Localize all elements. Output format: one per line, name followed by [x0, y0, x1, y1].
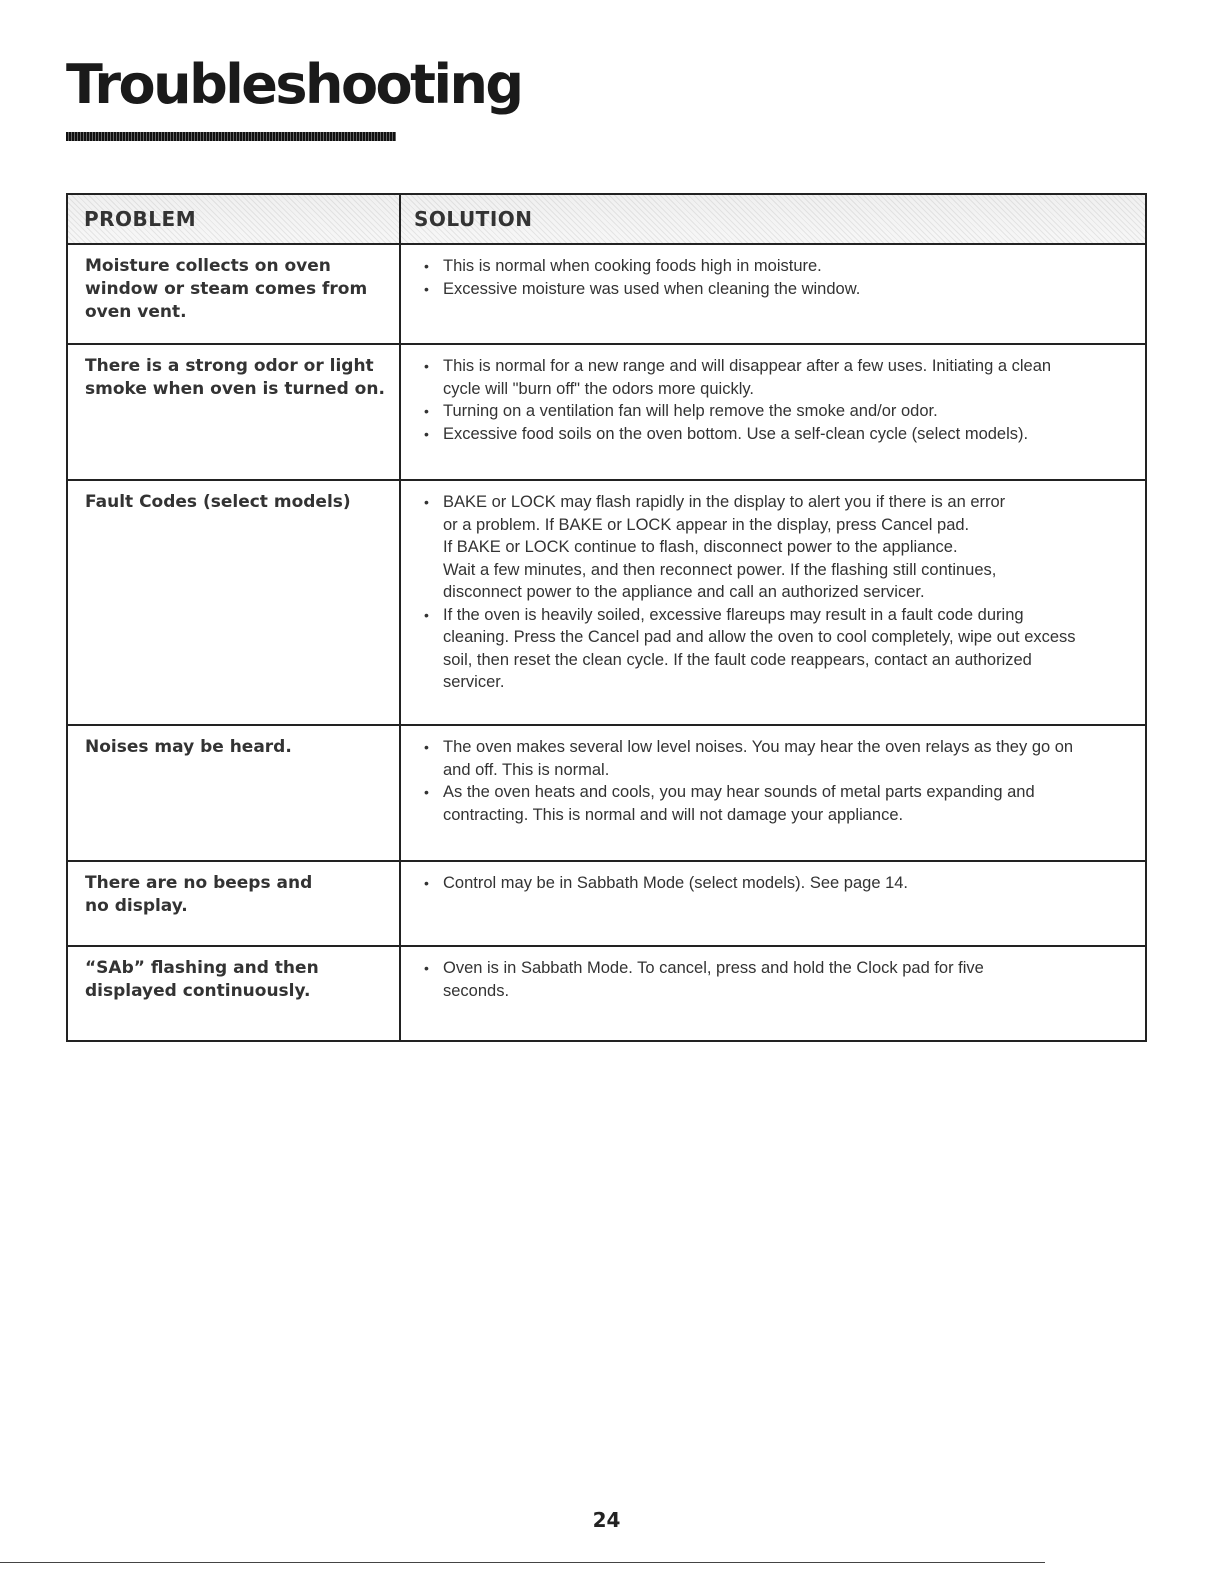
solution-item: • As the oven heats and cools, you may hear sounds of metal parts expanding and contracting. This is normal and will not damage your appliance. — [424, 783, 1035, 824]
solution-item: • Oven is in Sabbath Mode. To cancel, press and hold the Clock pad for five seconds. — [424, 959, 984, 1000]
solution-item: • Turning on a ventilation fan will help remove the smoke and/or odor. — [419, 400, 1137, 423]
column-divider — [399, 195, 401, 1040]
bullet-icon: • — [424, 280, 429, 297]
problem-cell: There are no beeps and no display. — [85, 873, 313, 916]
solution-list — [419, 255, 1137, 300]
problem-column-header: PROBLEM — [84, 207, 197, 231]
table-row — [68, 345, 1145, 481]
solution-item: • The oven makes several low level noises. You may hear the oven relays as they go on and off. This is normal. — [424, 738, 1074, 779]
page-title: Troubleshooting — [66, 53, 522, 116]
bullet-icon: • — [424, 960, 429, 976]
bullet-icon: • — [424, 258, 429, 274]
solution-list — [419, 957, 1137, 1002]
solution-list — [419, 355, 1137, 445]
solution-item: • If the oven is heavily soiled, excessive flareups may result in a fault code during cleaning. Press the Cancel pad and allow the oven to cool completely, wipe out excess soil, then reset the clean cycle. If the fault code reappears, contact an authorized servicer. — [424, 605, 1076, 691]
table-header-row — [68, 195, 1145, 245]
page-number: 24 — [592, 1508, 621, 1532]
solution-item: • Excessive food soils on the oven bottom. Use a self-clean cycle (select models). — [419, 423, 1137, 446]
table-row — [68, 726, 1145, 862]
solution-list — [419, 872, 1137, 895]
bullet-icon: • — [424, 875, 429, 891]
bullet-icon: • — [424, 358, 429, 374]
bullet-icon: • — [424, 784, 429, 800]
bullet-icon: • — [424, 425, 429, 442]
solution-item: • Excessive moisture was used when cleaning the window. — [419, 278, 1137, 301]
problem-cell: Fault Codes (select models) — [85, 492, 351, 512]
solution-item: • This is normal for a new range and will disappear after a few uses. Initiating a clean cycle will "burn off" the odors more quickly. — [424, 357, 1052, 398]
table-row — [68, 481, 1145, 726]
bullet-icon: • — [424, 494, 429, 510]
troubleshooting-table — [66, 193, 1147, 1042]
title-underline-rule — [66, 132, 396, 141]
bullet-icon: • — [424, 403, 429, 419]
solution-column-header: SOLUTION — [414, 207, 533, 231]
problem-cell: “SAb” flashing and then displayed continuously. — [85, 958, 319, 1001]
solution-item: • This is normal when cooking foods high in moisture. — [419, 255, 1137, 278]
problem-cell: Noises may be heard. — [85, 737, 292, 757]
solution-item: • BAKE or LOCK may flash rapidly in the display to alert you if there is an error or a problem. If BAKE or LOCK appear in the display, press Cancel pad. If BAKE or LOCK continue to flash, disconnect power to the appliance. Wait a few minutes, and then reconnect power. If the flashing still continues, disconnect power to the appliance and call an authorized servicer. — [424, 493, 1006, 601]
problem-cell: Moisture collects on oven window or steam comes from oven vent. — [85, 256, 368, 322]
table-row — [68, 862, 1145, 947]
table-row — [68, 947, 1145, 1040]
table-row — [68, 245, 1145, 345]
bullet-icon: • — [424, 739, 429, 755]
footer-rule — [0, 1562, 1045, 1563]
solution-list — [419, 736, 1137, 826]
bullet-icon: • — [424, 606, 429, 623]
solution-list — [419, 491, 1137, 694]
problem-cell: There is a strong odor or light smoke when oven is turned on. — [85, 356, 385, 399]
solution-item: • Control may be in Sabbath Mode (select models). See page 14. — [419, 872, 1137, 895]
